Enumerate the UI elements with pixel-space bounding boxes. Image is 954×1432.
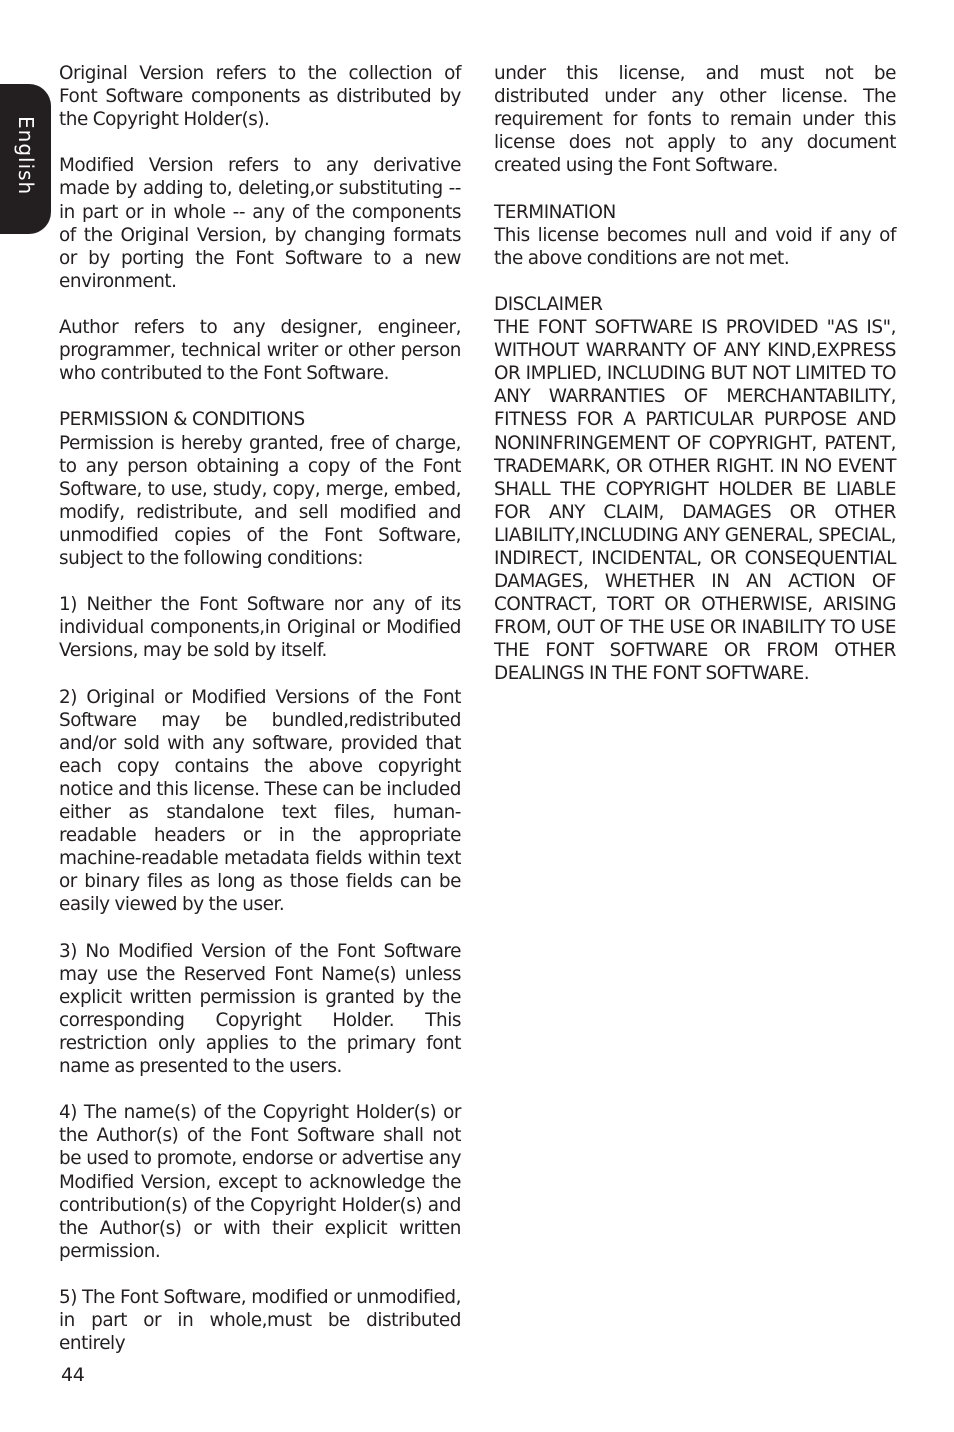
left-column bbox=[59, 62, 461, 1378]
right-column bbox=[494, 62, 896, 709]
condition-2-paragraph: 2) Original or Modified Versions of the Font Software may be bundled,redistributed and/or sold with any software, provided that each copy contains the above copyright notice and this license. These can be included either as standalone text files, human-readable headers or in the appropriate machine-readable metadata fields within text or binary files as long as those fields can be easily viewed by the user. bbox=[59, 686, 461, 916]
termination-paragraph: This license becomes null and void if any of the above conditions are not met. bbox=[494, 224, 896, 269]
author-paragraph: Author refers to any designer, engineer, programmer, technical writer or other person who contributed to the Font Software. bbox=[59, 317, 461, 385]
modified-version-paragraph: Modified Version refers to any derivative made by adding to, deleting,or substituting -- in part or in whole -- any of the components of the Original Version, by changing formats or by porting the Font Software to a new environment. bbox=[59, 155, 461, 292]
original-version-paragraph: Original Version refers to the collection of Font Software components as distributed by the Copyright Holder(s). bbox=[59, 63, 461, 131]
permission-paragraph: Permission is hereby granted, free of charge, to any person obtaining a copy of the Font Software, to use, study, copy, merge, embed, modify, redistribute, and sell modified and unmodified copies of the Font Software, subject to the following conditions: bbox=[59, 432, 461, 569]
permission-heading: PERMISSION & CONDITIONS bbox=[59, 409, 305, 431]
page-number: 44 bbox=[61, 1364, 85, 1386]
condition-3-paragraph: 3) No Modified Version of the Font Software may use the Reserved Font Name(s) unless explicit written permission is granted by the corresponding Copyright Holder. This restriction only applies to the primary font name as presented to the users. bbox=[59, 940, 461, 1078]
condition-1-paragraph: 1) Neither the Font Software nor any of its individual components,in Original or Modified Versions, may be sold by itself. bbox=[59, 594, 461, 662]
language-tab-label: English bbox=[14, 116, 38, 196]
termination-heading: TERMINATION bbox=[494, 201, 616, 223]
condition-4-paragraph: 4) The name(s) of the Copyright Holder(s) or the Author(s) of the Font Software shall not be used to promote, endorse or advertise any Modified Version, except to acknowledge the contribution(s) of the Copyright Holder(s) and the Author(s) or with their explicit written permission. bbox=[59, 1102, 461, 1262]
disclaimer-heading: DISCLAIMER bbox=[494, 293, 603, 315]
disclaimer-paragraph: THE FONT SOFTWARE IS PROVIDED "AS IS", WITHOUT WARRANTY OF ANY KIND,EXPRESS OR IMPLIED, INCLUDING BUT NOT LIMITED TO ANY WARRANTIES OF MERCHANTABILITY, FITNESS FOR A PARTICULAR PURPOSE AND NONINFRINGEMENT OF COPYRIGHT, PATENT, TRADEMARK, OR OTHER RIGHT. IN NO EVENT SHALL THE COPYRIGHT HOLDER BE LIABLE FOR ANY CLAIM, DAMAGES OR OTHER LIABILITY,INCLUDING ANY GENERAL, SPECIAL, INDIRECT, INCIDENTAL, OR CONSEQUENTIAL DAMAGES, WHETHER IN AN ACTION OF CONTRACT, TORT OR OTHERWISE, ARISING FROM, OUT OF THE USE OR INABILITY TO USE THE FONT SOFTWARE OR FROM OTHER DEALINGS IN THE FONT SOFTWARE. bbox=[494, 317, 896, 685]
condition-5-end-paragraph: under this license, and must not be distributed under any other license. The requirement for fonts to remain under this license does not apply to any document created using the Font Software. bbox=[494, 63, 896, 177]
condition-5-start-paragraph: 5) The Font Software, modified or unmodified, in part or in whole,must be distributed entirely bbox=[59, 1286, 461, 1355]
